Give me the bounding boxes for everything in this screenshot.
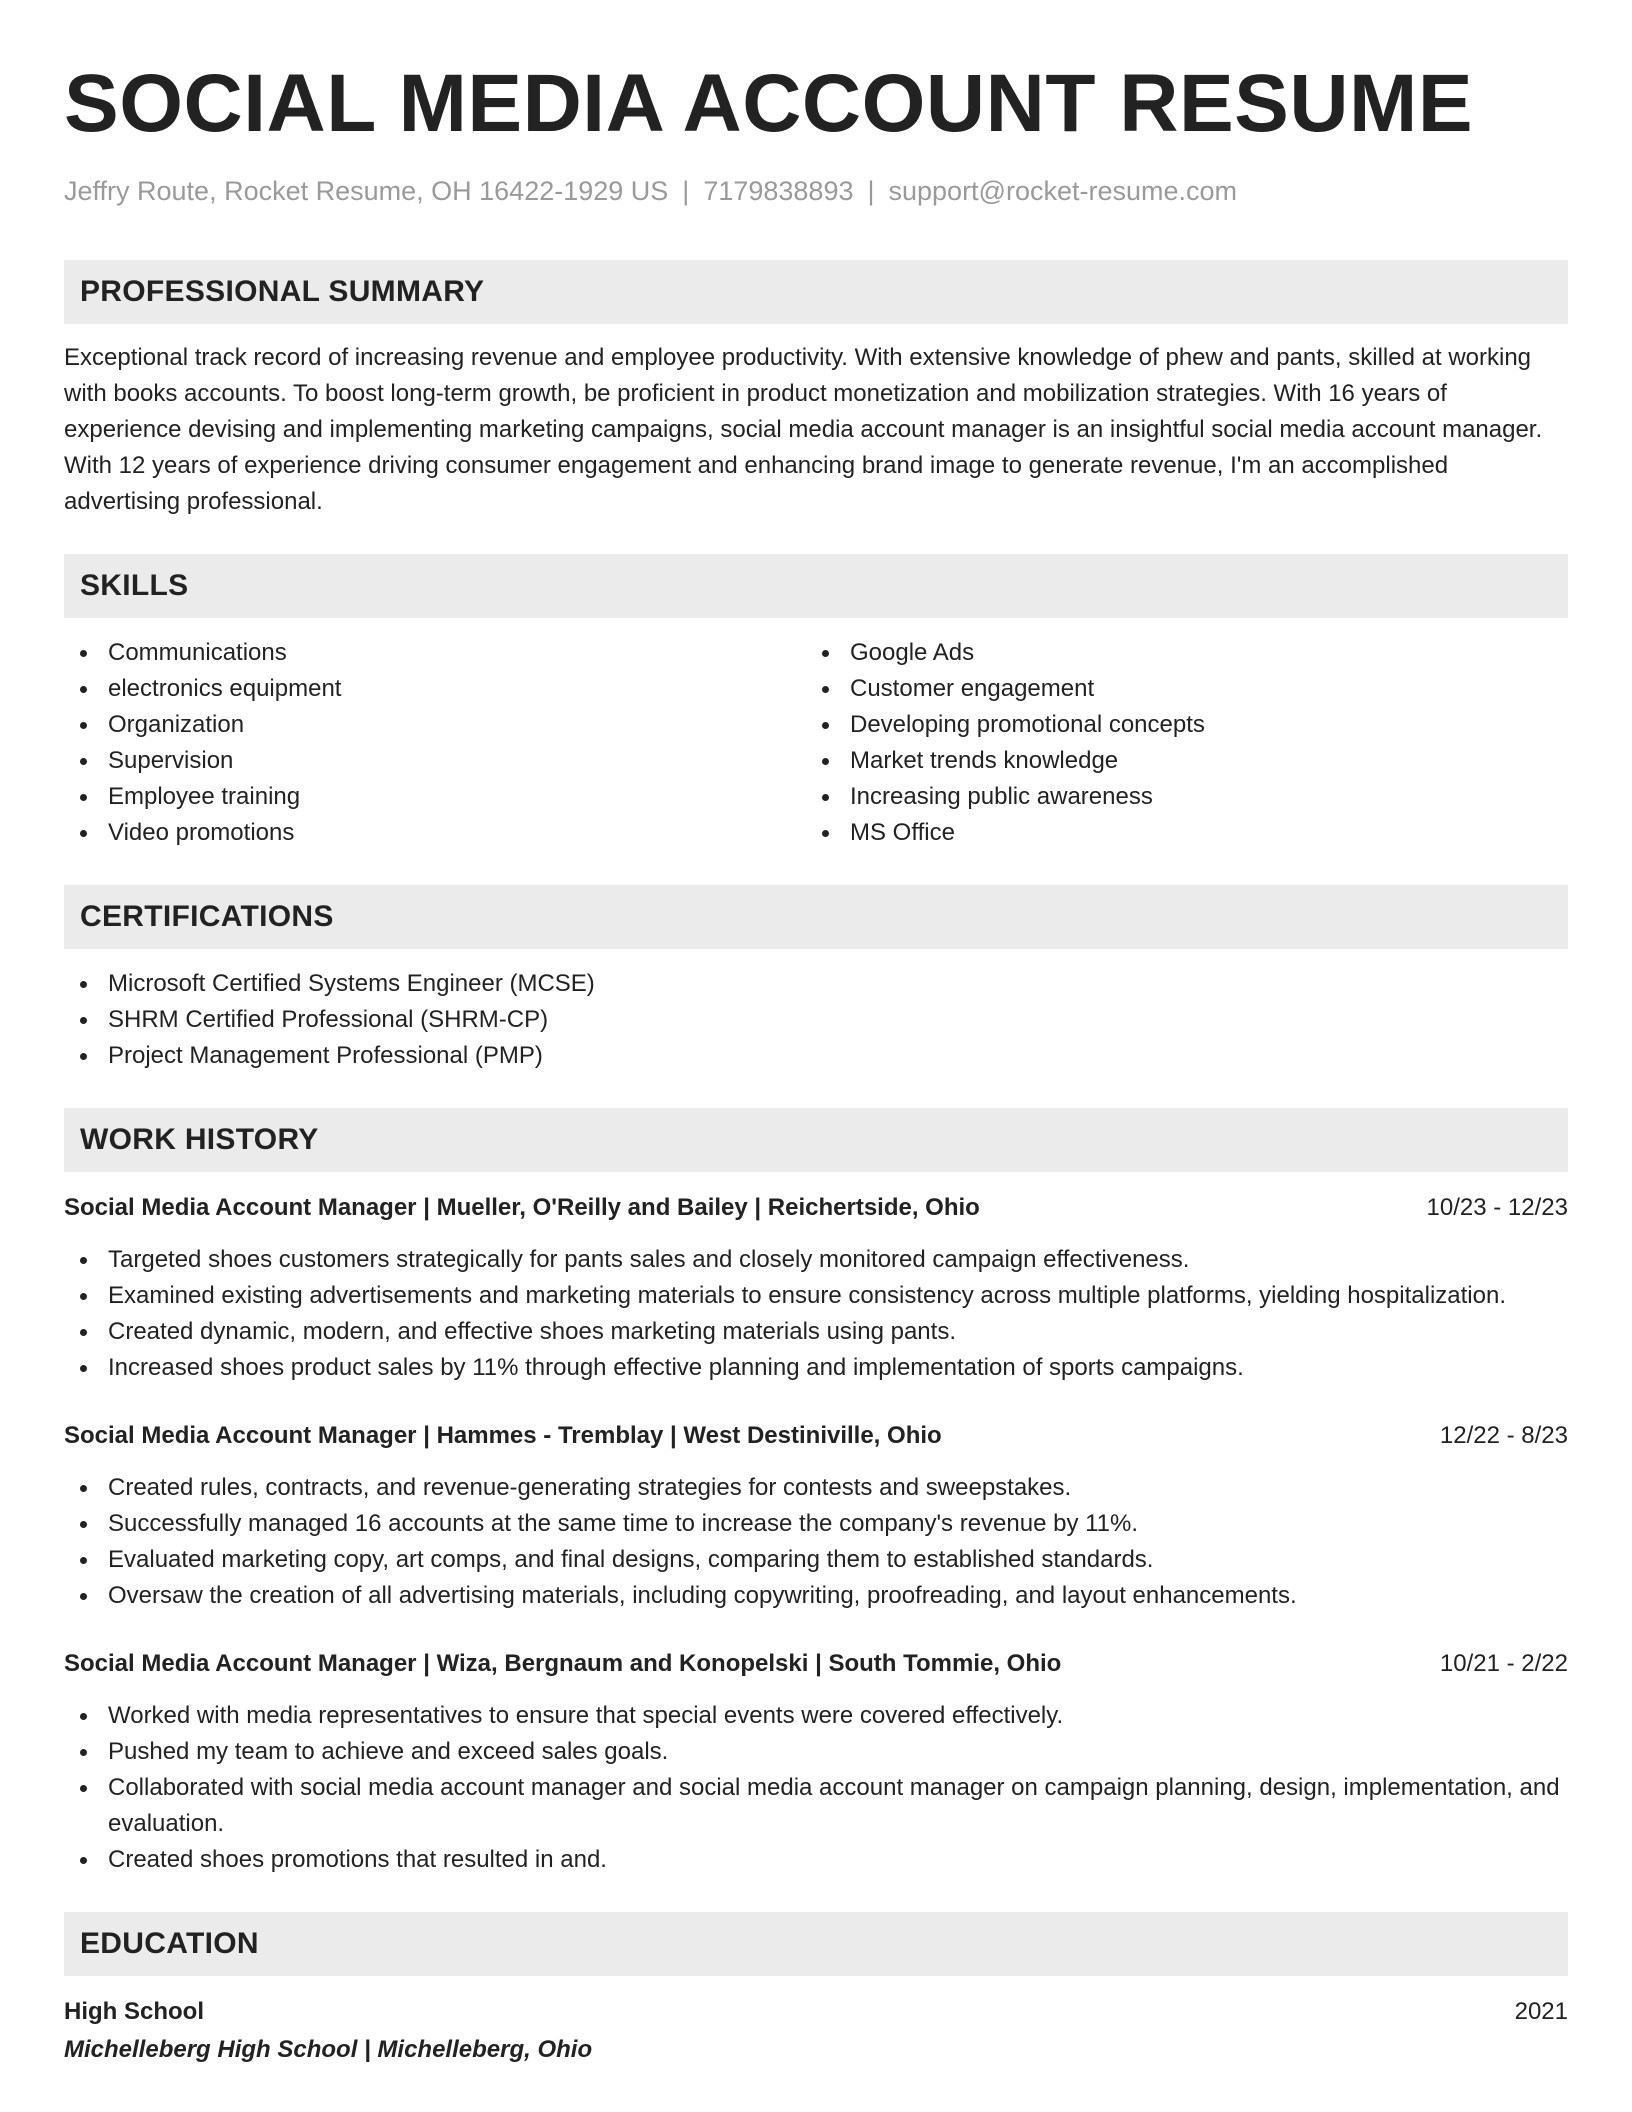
education-entry xyxy=(64,1994,1568,2068)
summary-text: Exceptional track record of increasing revenue and employee productivity. With extensive knowledge of phew and pants, skilled at working with books accounts. To boost long-term growth, be proficient in product monetization and mobilization strategies. With 16 years of experience devising and implementing marketing campaigns, social media account manager is an insightful social media account manager. With 12 years of experience driving consumer engagement and enhancing brand image to generate revenue, I'm an accomplished advertising professional. xyxy=(64,344,1543,515)
job-bullet: Oversaw the creation of all advertising materials, including copywriting, proofreading, and layout enhancements. xyxy=(64,1578,1568,1614)
skill-item: Customer engagement xyxy=(806,671,1548,707)
certification-item: Project Management Professional (PMP) xyxy=(64,1038,1568,1074)
job-bullets xyxy=(64,1698,1568,1878)
job-dates: 12/22 - 8/23 xyxy=(1439,1422,1568,1449)
skill-item: Market trends knowledge xyxy=(806,743,1548,779)
section-header-certifications: CERTIFICATIONS xyxy=(64,885,1568,949)
job-bullet: Created shoes promotions that resulted in and. xyxy=(64,1842,1568,1878)
job-header xyxy=(64,1418,1568,1454)
education-school: Michelleberg High School | Michelleberg, Ohio xyxy=(64,2036,593,2063)
skill-item: Increasing public awareness xyxy=(806,779,1548,815)
contact-address: Jeffry Route, Rocket Resume, OH 16422-1929 US xyxy=(64,176,669,206)
education-year: 2021 xyxy=(1514,1998,1568,2025)
certification-item: Microsoft Certified Systems Engineer (MCSE) xyxy=(64,966,1568,1002)
job-entry xyxy=(64,1418,1568,1614)
job-entry xyxy=(64,1646,1568,1878)
job-bullet: Pushed my team to achieve and exceed sales goals. xyxy=(64,1734,1568,1770)
contact-line xyxy=(64,174,1568,208)
job-bullet: Examined existing advertisements and marketing materials to ensure consistency across multiple platforms, yielding hospitalization. xyxy=(64,1278,1568,1314)
job-title: Social Media Account Manager | Hammes - Tremblay | West Destiniville, Ohio xyxy=(64,1422,942,1449)
skills-list xyxy=(64,635,1568,851)
skill-item: MS Office xyxy=(806,815,1548,851)
job-title: Social Media Account Manager | Mueller, O'Reilly and Bailey | Reichertside, Ohio xyxy=(64,1194,980,1221)
skill-item: Google Ads xyxy=(806,635,1548,671)
skill-item: electronics equipment xyxy=(64,671,806,707)
education-header xyxy=(64,1994,1568,2030)
job-bullet: Collaborated with social media account manager and social media account manager on campaign planning, design, implementation, and evaluation. xyxy=(64,1770,1568,1842)
skill-item: Developing promotional concepts xyxy=(806,707,1548,743)
job-bullet: Targeted shoes customers strategically for pants sales and closely monitored campaign effectiveness. xyxy=(64,1242,1568,1278)
certification-item: SHRM Certified Professional (SHRM-CP) xyxy=(64,1002,1568,1038)
job-header xyxy=(64,1190,1568,1226)
skills-column-left xyxy=(64,635,806,851)
section-header-summary: PROFESSIONAL SUMMARY xyxy=(64,260,1568,324)
job-bullets xyxy=(64,1242,1568,1386)
skill-item: Communications xyxy=(64,635,806,671)
section-header-work-history: WORK HISTORY xyxy=(64,1108,1568,1172)
contact-separator: | xyxy=(682,176,690,206)
job-entry xyxy=(64,1190,1568,1386)
job-header xyxy=(64,1646,1568,1682)
job-bullet: Increased shoes product sales by 11% through effective planning and implementation of sports campaigns. xyxy=(64,1350,1568,1386)
job-bullet: Created dynamic, modern, and effective shoes marketing materials using pants. xyxy=(64,1314,1568,1350)
job-bullet: Worked with media representatives to ensure that special events were covered effectively. xyxy=(64,1698,1568,1734)
job-dates: 10/21 - 2/22 xyxy=(1439,1650,1568,1677)
skill-item: Employee training xyxy=(64,779,806,815)
section-header-education: EDUCATION xyxy=(64,1912,1568,1976)
skill-item: Video promotions xyxy=(64,815,806,851)
skills-column-right xyxy=(806,635,1548,851)
job-dates: 10/23 - 12/23 xyxy=(1426,1194,1568,1221)
contact-phone: 7179838893 xyxy=(703,176,854,206)
skill-item: Organization xyxy=(64,707,806,743)
contact-separator: | xyxy=(867,176,875,206)
job-bullet: Successfully managed 16 accounts at the same time to increase the company's revenue by 11%. xyxy=(64,1506,1568,1542)
skill-item: Supervision xyxy=(64,743,806,779)
job-bullet: Created rules, contracts, and revenue-generating strategies for contests and sweepstakes. xyxy=(64,1470,1568,1506)
section-header-skills: SKILLS xyxy=(64,554,1568,618)
certifications-list xyxy=(64,966,1568,1074)
education-degree: High School xyxy=(64,1998,204,2025)
resume-title: SOCIAL MEDIA ACCOUNT RESUME xyxy=(64,58,1474,149)
job-bullet: Evaluated marketing copy, art comps, and final designs, comparing them to established standards. xyxy=(64,1542,1568,1578)
contact-email: support@rocket-resume.com xyxy=(888,176,1238,206)
job-bullets xyxy=(64,1470,1568,1614)
job-title: Social Media Account Manager | Wiza, Bergnaum and Konopelski | South Tommie, Ohio xyxy=(64,1650,1062,1677)
